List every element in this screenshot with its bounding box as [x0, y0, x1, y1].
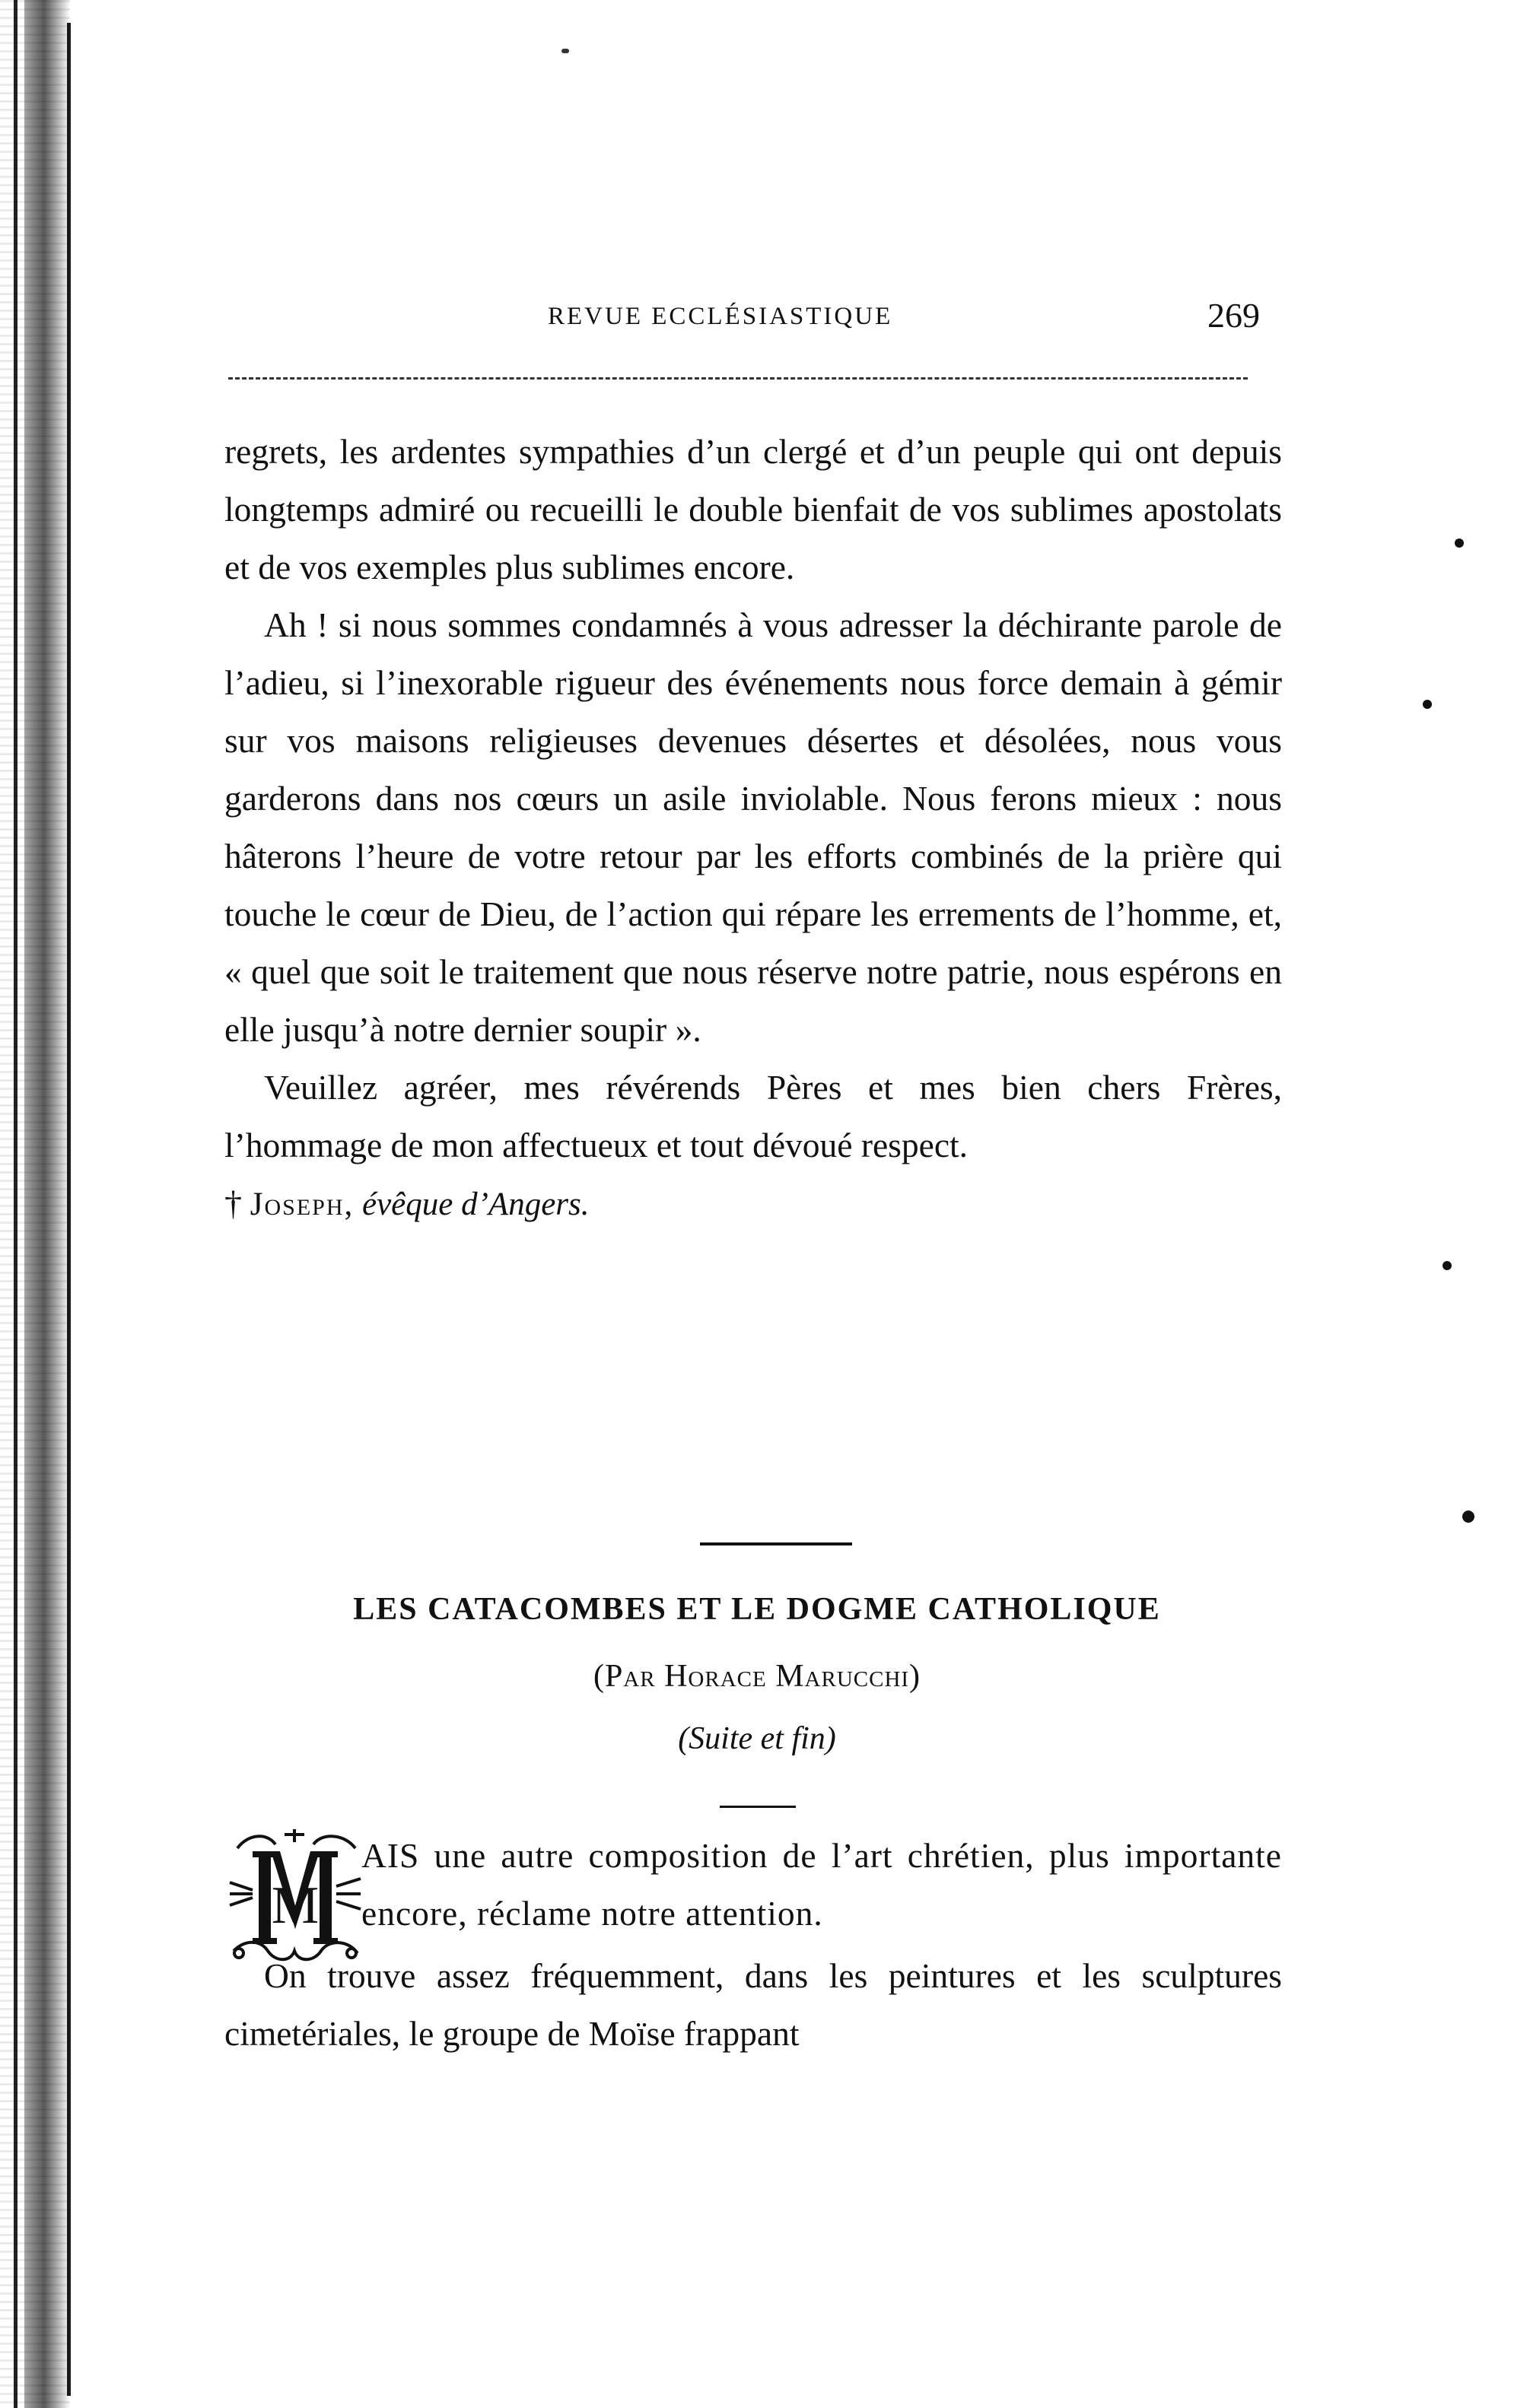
article-paragraph-2: On trouve assez fréquemment, dans les peintures et les sculptures cimetériales, le groupe de Moïse frappant: [224, 1956, 1282, 2053]
letter-paragraph-3: Veuillez agréer, mes révérends Pères et mes bien chers Frères, l’hommage de mon affectueux et tout dévoué respect.: [224, 1068, 1282, 1164]
speck: [1462, 1511, 1474, 1523]
running-title: REVUE ECCLÉSIASTIQUE: [548, 303, 893, 330]
page-gutter: [0, 0, 70, 2408]
letter-paragraph-1: regrets, les ardentes sympathies d’un clergé et d’un peuple qui ont depuis longtemps admiré ou recueilli le double bienfait de vos sublimes apostolats et de vos exemples plus sublimes encore.: [224, 432, 1282, 586]
page-number: 269: [1207, 296, 1260, 335]
signature: [224, 1174, 1282, 1234]
section-divider: [700, 1542, 852, 1546]
page-header: [228, 296, 1278, 348]
article-part: (Suite et fin): [678, 1721, 836, 1756]
header-rule: [228, 377, 1248, 380]
article-byline: (Par Horace Marucchi): [593, 1659, 921, 1694]
article-paragraph-1: [224, 1827, 1282, 1943]
letter-body: [224, 423, 1282, 1234]
signature-name: Joseph,: [250, 1187, 355, 1222]
speck: [1455, 538, 1464, 548]
cross-mark: †: [224, 1183, 242, 1222]
signature-line: [224, 1183, 590, 1222]
article-paragraph-1-text: AIS une autre composition de l’art chrétien, plus importante encore, réclame notre attention.: [361, 1836, 1282, 1933]
speck: [1423, 700, 1432, 709]
speck: [1443, 1261, 1452, 1270]
signature-title: évêque d’Angers.: [362, 1187, 590, 1222]
article-body: [224, 1827, 1282, 2063]
dropcap-letter: M: [271, 1876, 320, 1935]
article-title: LES CATACOMBES ET LE DOGME CATHOLIQUE: [353, 1592, 1161, 1627]
binding-edge-rule: [67, 23, 71, 2396]
letter-paragraph-2: Ah ! si nous sommes condamnés à vous adresser la déchirante parole de l’adieu, si l’inexorable rigueur des événements nous force demain à gémir sur vos maisons religieuses devenues désertes et désolées, nous vous garderons dans nos cœurs un asile inviolable. Nous ferons mieux : nous hâterons l’heure de votre retour par les efforts combinés de la prière qui touche le cœur de Dieu, de l’action qui répare les errements de l’homme, et, « quel que soit le traitement que nous réserve notre patrie, nous espérons en elle jusqu’à notre dernier soupir ».: [224, 605, 1282, 1049]
title-divider: [720, 1806, 796, 1808]
print-speck: [561, 49, 569, 53]
